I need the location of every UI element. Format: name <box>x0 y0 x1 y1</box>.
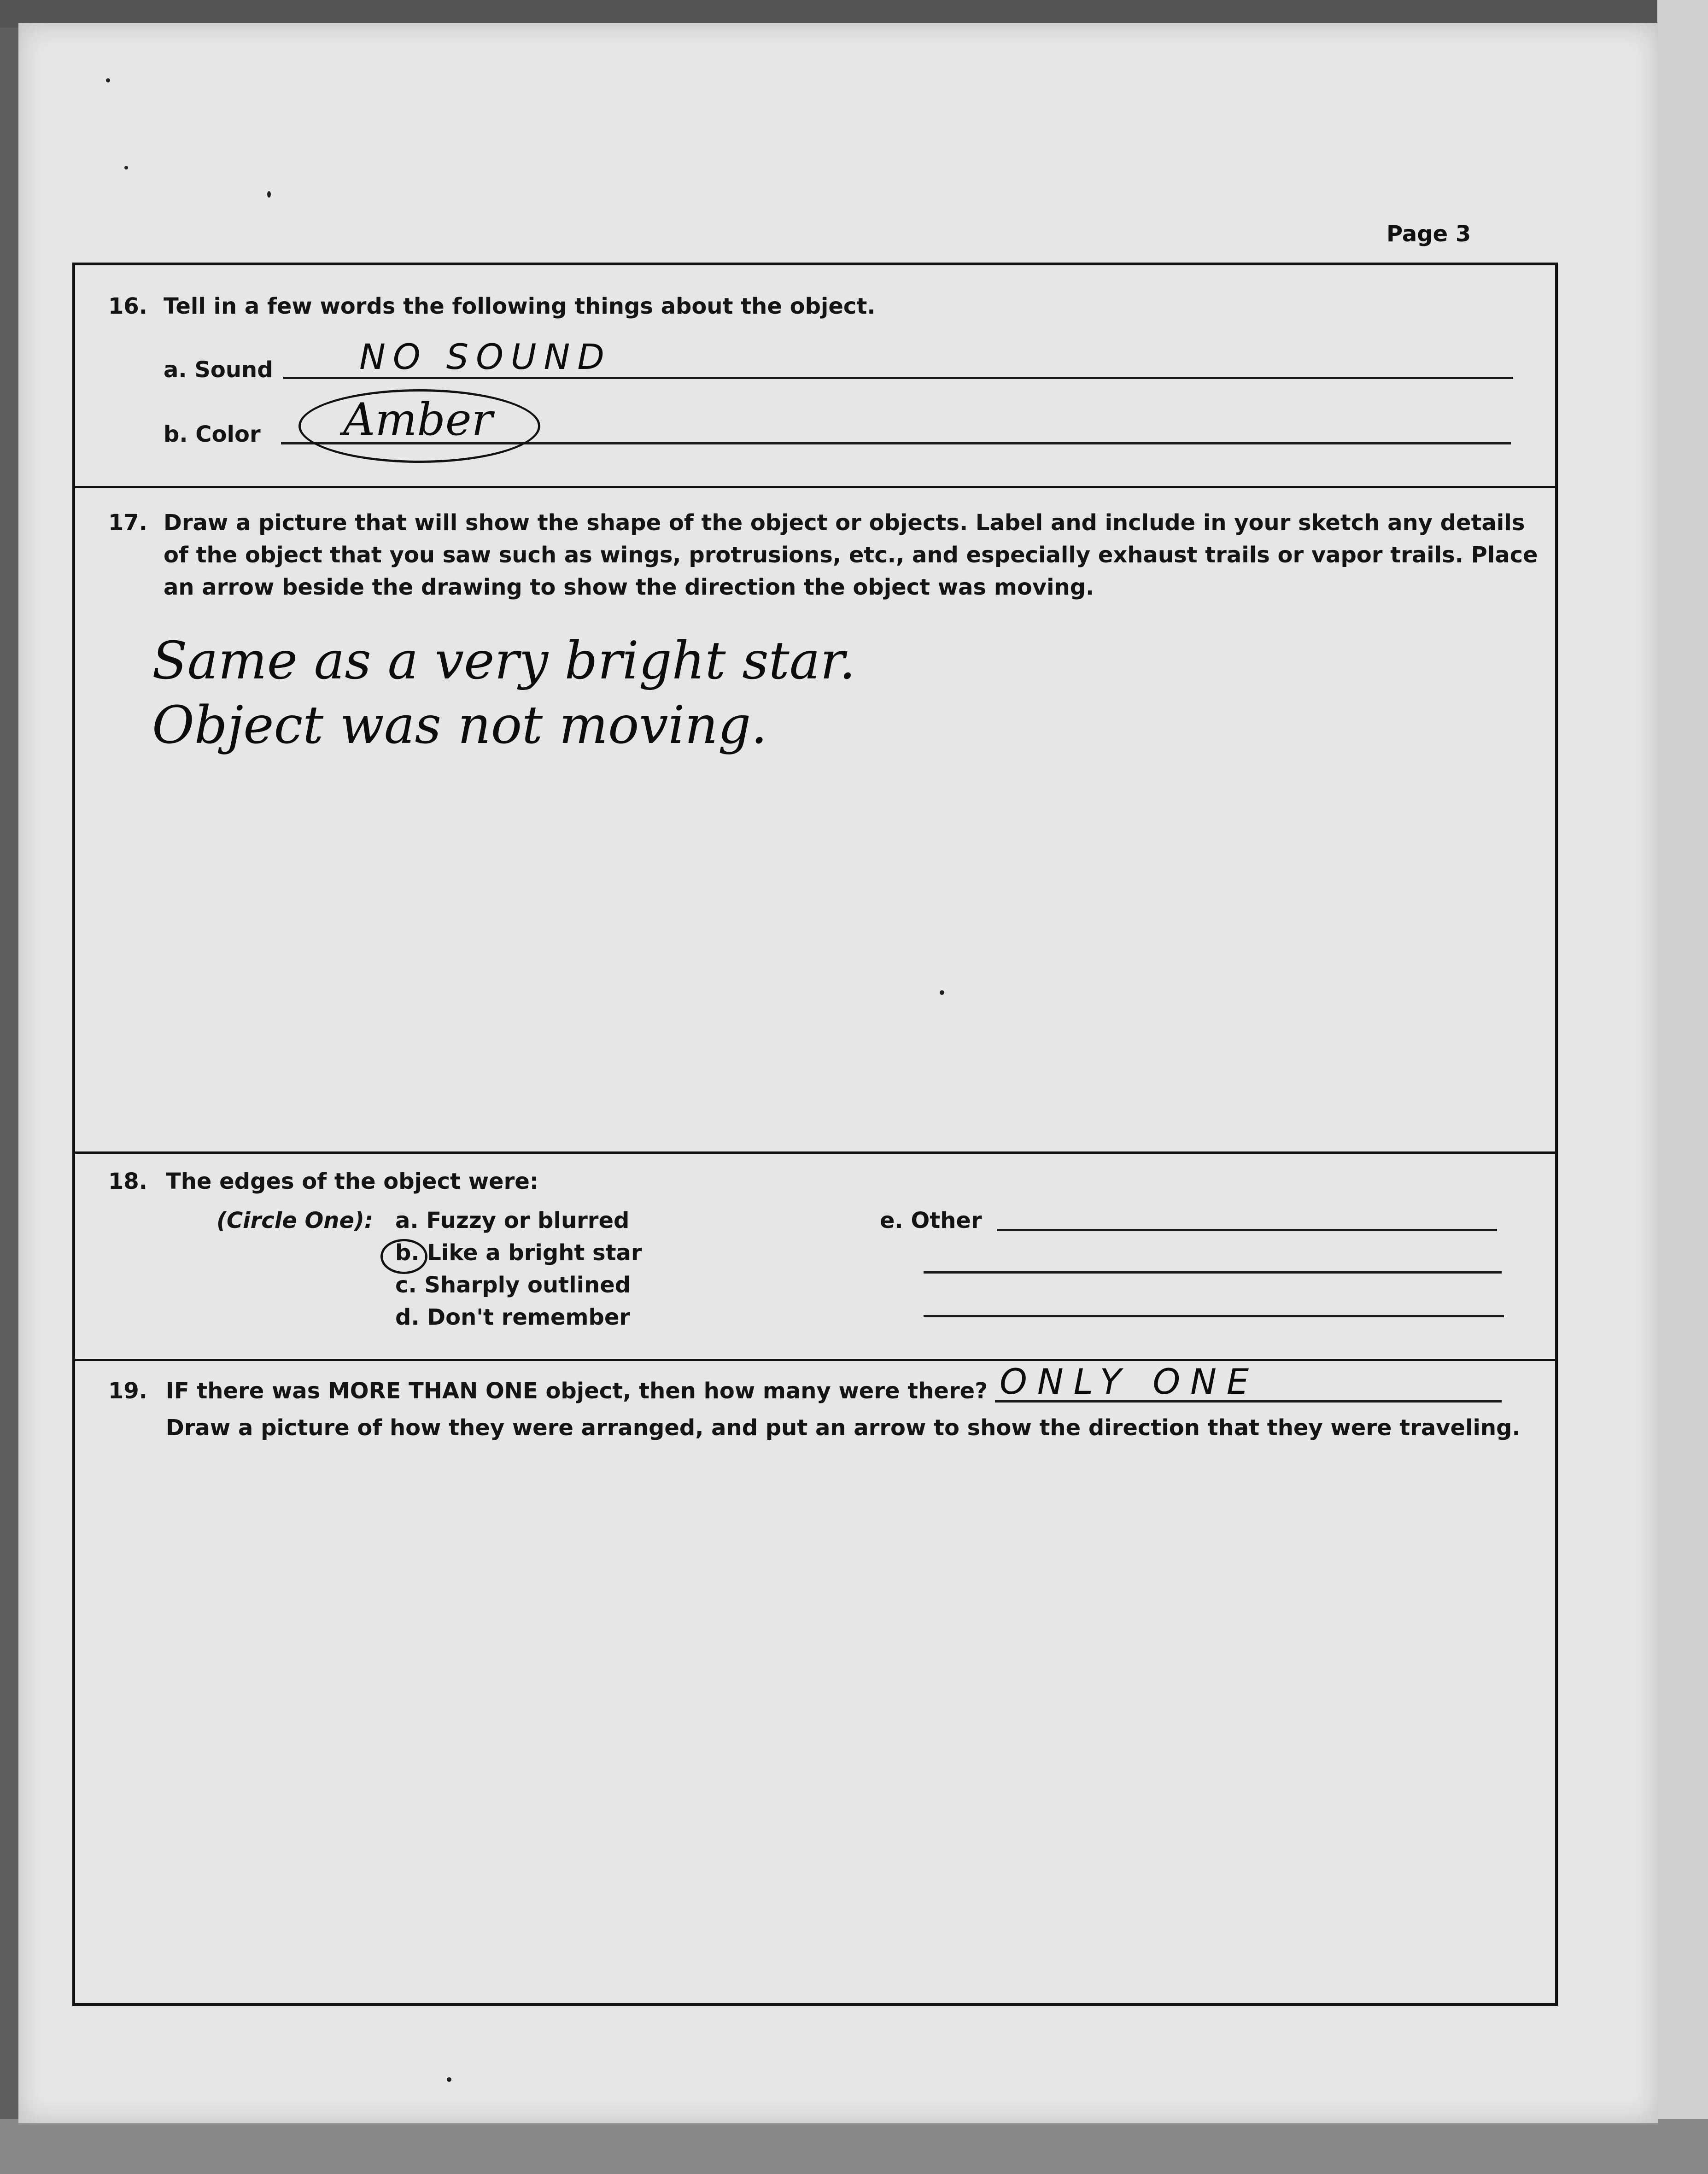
q19-number: 19. <box>108 1378 148 1404</box>
scan-border-bottom <box>0 2119 1708 2174</box>
scan-speck <box>124 166 128 169</box>
page-number: Page 3 <box>1386 221 1471 247</box>
section-divider <box>72 486 1558 488</box>
q18-option-d: d. Don't remember <box>395 1304 631 1330</box>
q18-other-line <box>997 1229 1497 1231</box>
q16-number: 16. <box>108 293 148 319</box>
section-divider <box>72 1151 1558 1154</box>
scan-speck <box>267 191 271 198</box>
q19-prompt-line1: IF there was MORE THAN ONE object, then how many were there? <box>166 1378 988 1404</box>
q17-prompt-line2: of the object that you saw such as wings, protrusions, etc., and especially exhaust trails or vapor trails. Place <box>164 542 1538 568</box>
q16-prompt: Tell in a few words the following things about the object. <box>164 293 876 319</box>
q18-number: 18. <box>108 1169 148 1194</box>
q17-answer-line2: Object was not moving. <box>152 695 767 755</box>
q16-color-label: b. Color <box>164 421 261 447</box>
q18-prompt: The edges of the object were: <box>166 1169 539 1194</box>
q16-color-circle <box>298 389 540 463</box>
q19-count-answer: ONLY ONE <box>1000 1361 1259 1402</box>
q16-sound-label: a. Sound <box>164 357 273 383</box>
q16-color-answer: Amber <box>343 394 493 445</box>
q18-instruction: (Circle One): <box>216 1208 374 1233</box>
q17-answer-line1: Same as a very bright star. <box>152 631 856 691</box>
q18-option-a: a. Fuzzy or blurred <box>395 1208 630 1233</box>
q18-other-line <box>924 1271 1502 1274</box>
q19-prompt-line2: Draw a picture of how they were arranged, and put an arrow to show the direction that they were traveling. <box>166 1415 1521 1441</box>
q16-sound-answer: NO SOUND <box>359 336 612 377</box>
q17-prompt-line1: Draw a picture that will show the shape of the object or objects. Label and include in your sketch any details <box>164 510 1525 536</box>
scan-speck <box>447 2077 451 2082</box>
q18-other-line <box>924 1315 1504 1317</box>
q17-prompt-line3: an arrow beside the drawing to show the direction the object was moving. <box>164 574 1094 600</box>
section-divider <box>72 1359 1558 1361</box>
q18-option-b: b. Like a bright star <box>395 1240 642 1266</box>
q17-number: 17. <box>108 510 148 536</box>
q18-option-e-label: e. Other <box>880 1208 982 1233</box>
q18-option-c: c. Sharply outlined <box>395 1272 631 1298</box>
scan-border-right <box>1657 0 1708 2174</box>
scan-speck <box>106 78 110 82</box>
